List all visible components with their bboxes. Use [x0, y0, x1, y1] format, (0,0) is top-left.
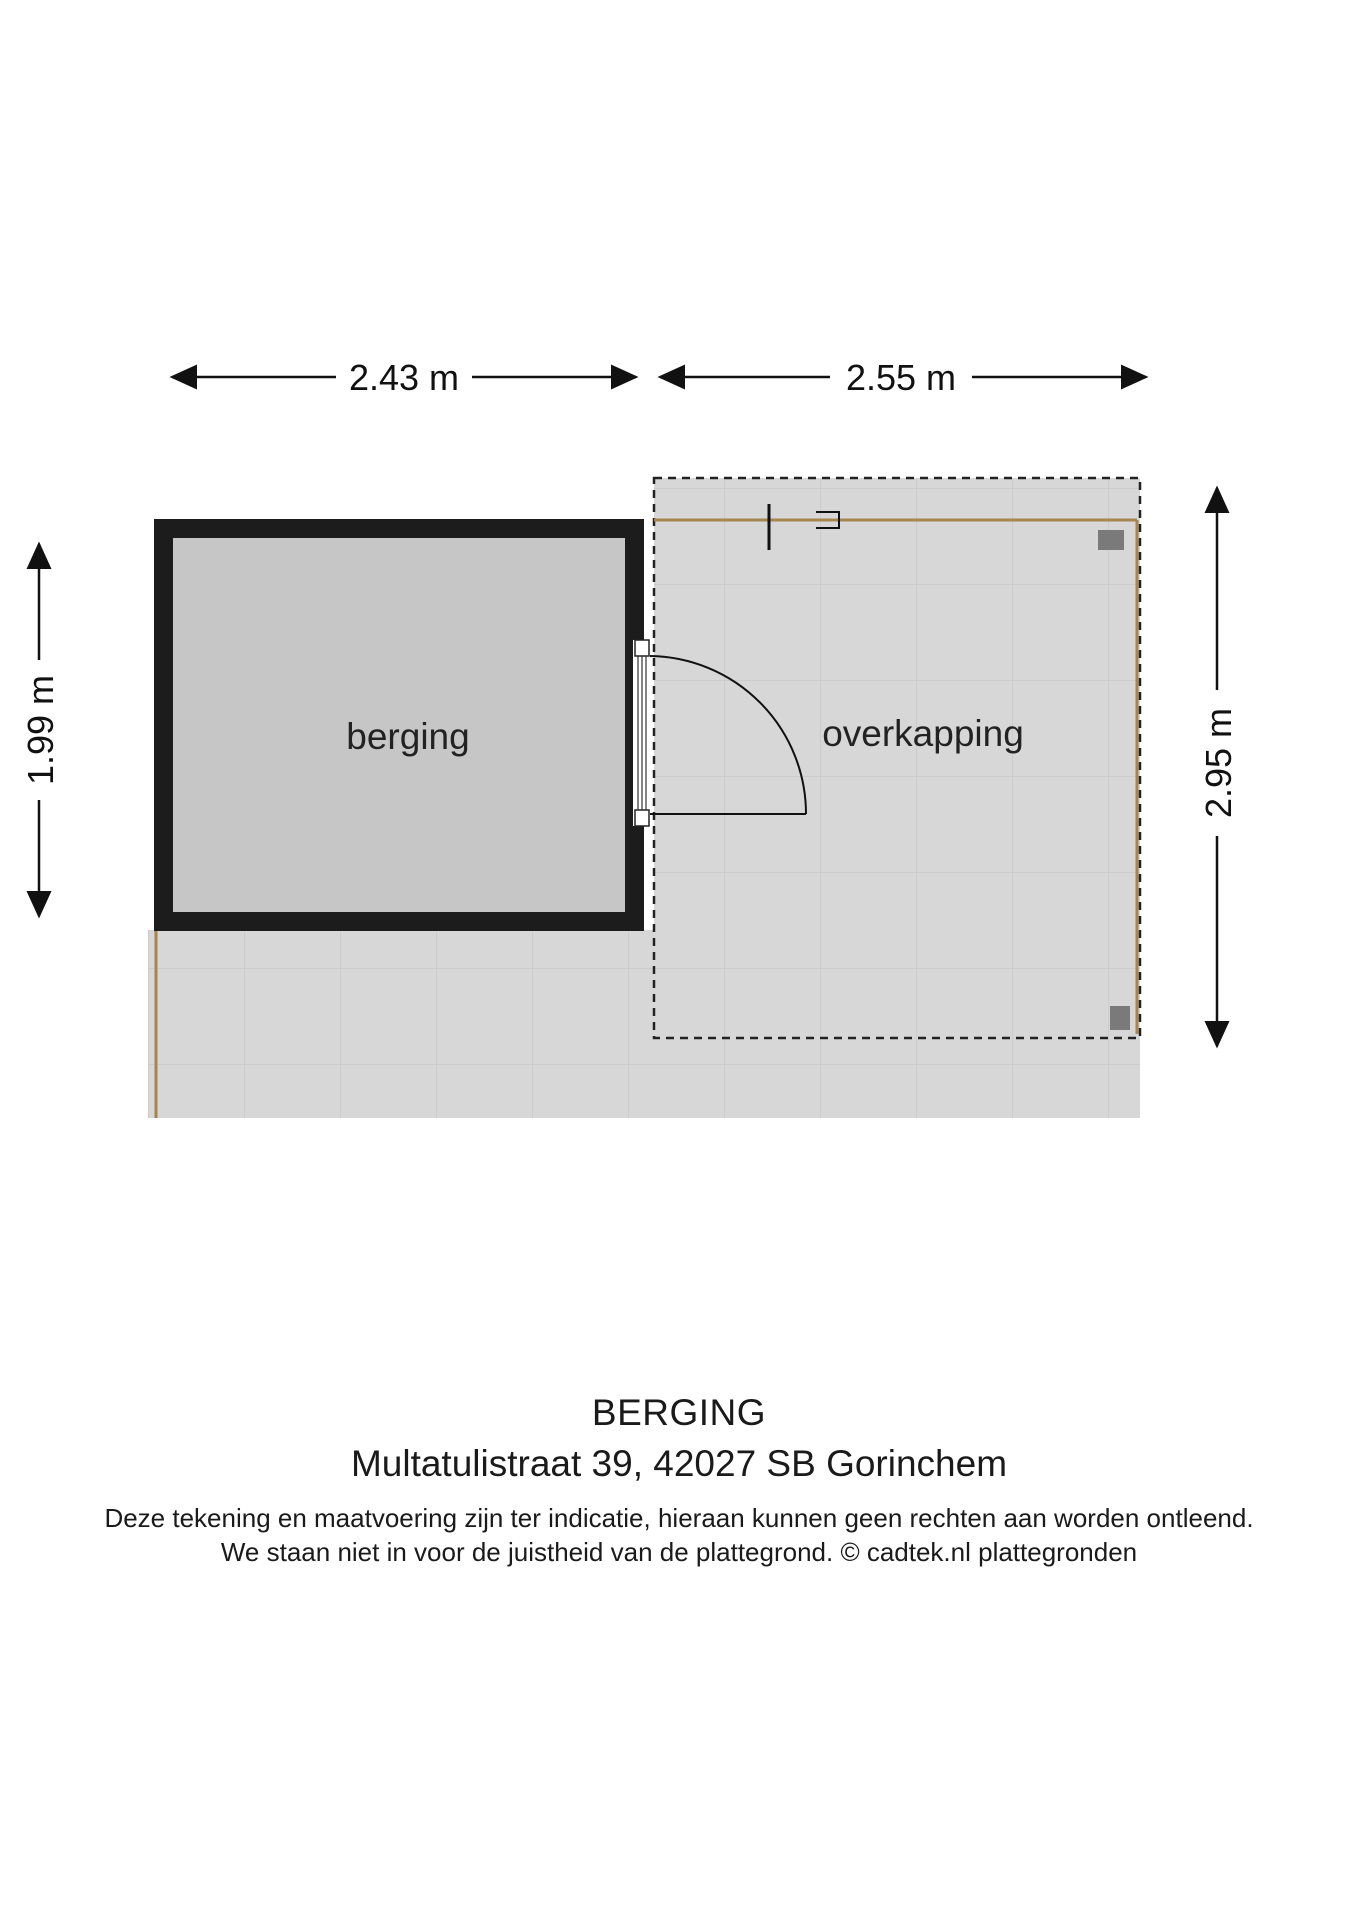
canopy-post — [1110, 1006, 1130, 1030]
dimension-label: 2.55 m — [845, 357, 957, 398]
dimension-label: 2.43 m — [348, 357, 460, 398]
dimension-top-right — [660, 357, 1146, 398]
plan-title: BERGING — [591, 1392, 767, 1433]
disclaimer-line: Deze tekening en maatvoering zijn ter indicatie, hieraan kunnen geen rechten aan worden ontleend. — [104, 1503, 1254, 1533]
canopy-post — [1098, 530, 1124, 550]
dimension-top-left — [172, 357, 636, 398]
room-label-canopy: overkapping — [822, 713, 1024, 754]
room-label-storage: berging — [346, 716, 470, 757]
dimension-label: 2.95 m — [1198, 707, 1239, 819]
address: Multatulistraat 39, 42027 SB Gorinchem — [350, 1443, 1008, 1484]
dimension-label: 1.99 m — [20, 674, 61, 786]
disclaimer-line: We staan niet in voor de juistheid van de plattegrond. © cadtek.nl plattegronden — [220, 1537, 1138, 1567]
dimension-right — [1198, 488, 1239, 1046]
dimension-left — [20, 544, 61, 916]
